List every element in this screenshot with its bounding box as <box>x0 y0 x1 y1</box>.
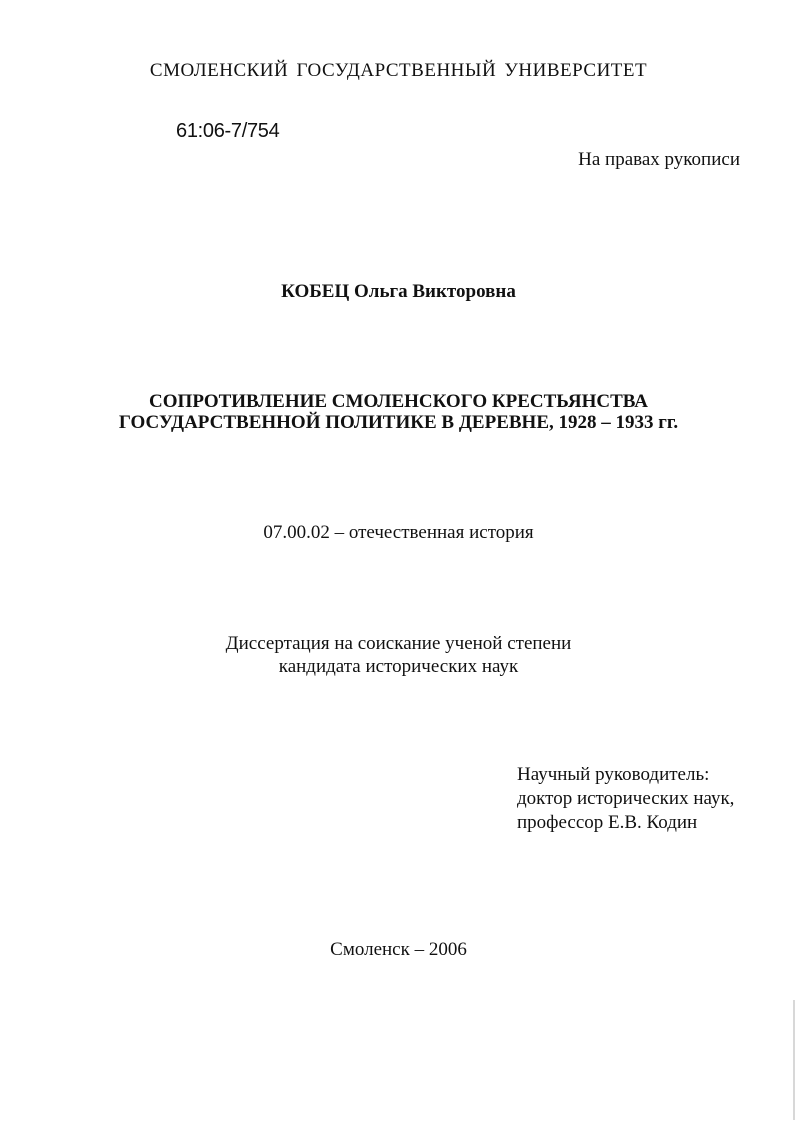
degree-statement <box>0 632 797 678</box>
university-name: СМОЛЕНСКИЙ ГОСУДАРСТВЕННЫЙ УНИВЕРСИТЕТ <box>149 60 648 81</box>
advisor-line-2: доктор исторических наук, <box>517 788 735 809</box>
catalog-number: 61:06-7/754 <box>176 120 280 142</box>
city-year: Смоленск – 2006 <box>330 939 467 960</box>
rights-note: На правах рукописи <box>578 149 740 170</box>
scan-edge-mark <box>793 1000 795 1120</box>
degree-line-1: Диссертация на соискание ученой степени <box>225 633 572 654</box>
title-line-2: ГОСУДАРСТВЕННОЙ ПОЛИТИКЕ В ДЕРЕВНЕ, 1928 – 1933 гг. <box>118 412 679 433</box>
advisor-line-1: Научный руководитель: <box>517 764 710 785</box>
scientific-advisor <box>517 763 734 835</box>
author-name: КОБЕЦ Ольга Викторовна <box>281 281 516 302</box>
degree-line-2: кандидата исторических наук <box>278 656 519 677</box>
dissertation-title <box>0 391 797 433</box>
specialty-code: 07.00.02 – отечественная история <box>263 522 534 543</box>
advisor-line-3: профессор Е.В. Кодин <box>517 812 698 833</box>
title-line-1: СОПРОТИВЛЕНИЕ СМОЛЕНСКОГО КРЕСТЬЯНСТВА <box>149 391 648 412</box>
